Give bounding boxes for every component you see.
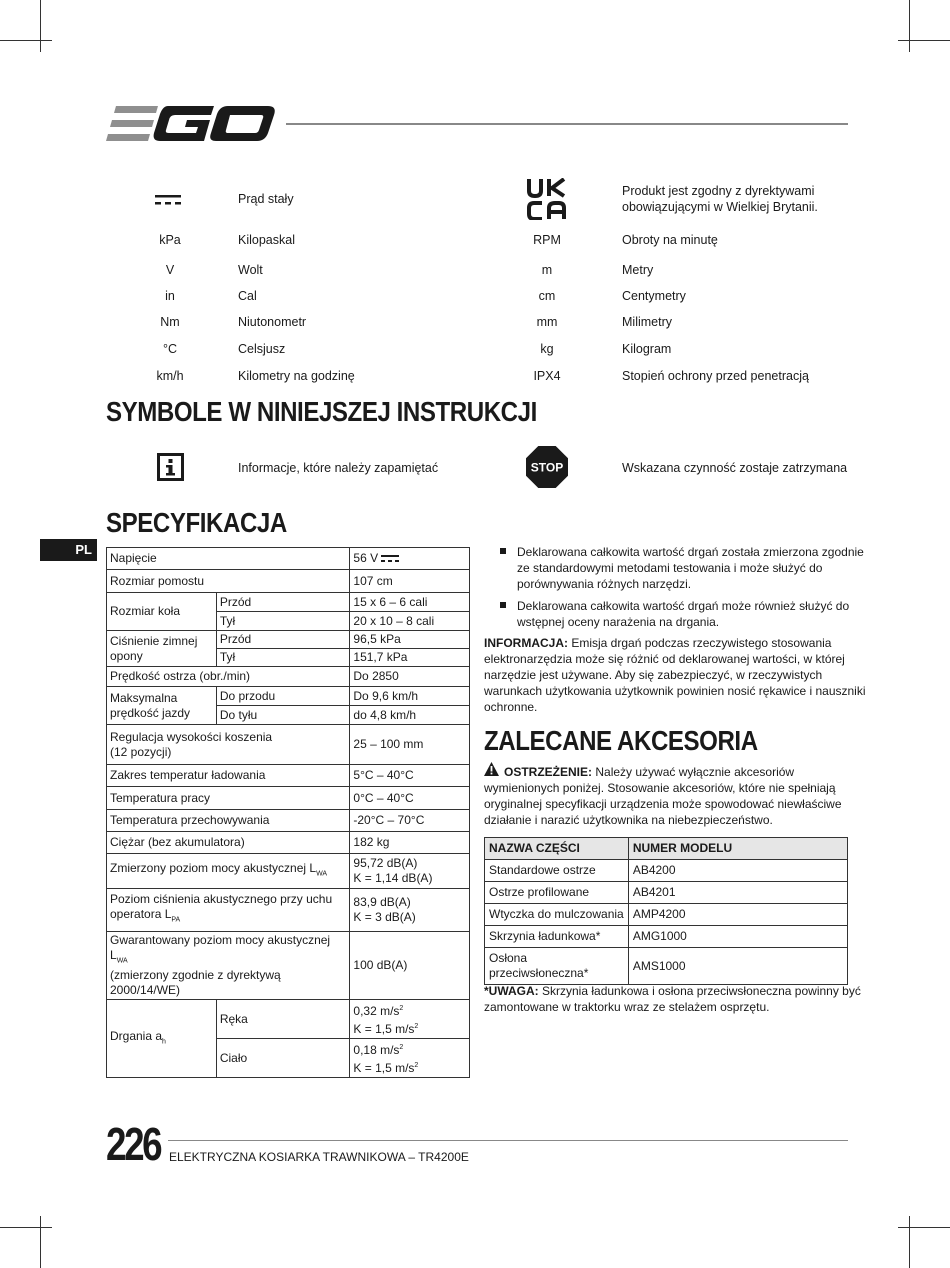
spec-label: Drgania $a_h$ [107, 1000, 217, 1078]
unit-symbol: IPX4 [533, 369, 561, 383]
bullet-marker [500, 548, 506, 554]
warning-paragraph: OSTRZEŻENIE: Należy używać wyłącznie akcesoriów wymienionych poniżej. Stosowanie akcesoriów, które nie spełniają oryginalnej specyfikacji urządzenia może spowodować niewłaściwe działanie i narazić użytkownika na niebezpieczeństwo. [484, 765, 842, 827]
bullet-marker [500, 602, 506, 608]
spec-section-title: SPECYFIKACJA [106, 507, 287, 538]
part-name: Ostrze profilowane [485, 882, 629, 904]
crop-mark [0, 40, 52, 41]
unit-meaning: Obroty na minutę [622, 233, 718, 247]
unit-meaning: Kilometry na godzinę [238, 369, 355, 383]
symbols-section-title: SYMBOLE W NINIEJSZEJ INSTRUKCJI [106, 396, 537, 427]
accessories-table [484, 837, 848, 985]
spec-label: Regulacja wysokości koszenia (12 pozycji) [107, 725, 350, 765]
crop-mark [909, 1216, 910, 1268]
spec-value: 56 V [350, 548, 470, 570]
table-row [485, 948, 848, 985]
table-row [107, 593, 470, 612]
model-number: AMS1000 [628, 948, 847, 985]
model-number: AMP4200 [628, 904, 847, 926]
unit-symbol: m [541, 263, 553, 277]
table-header-row [485, 838, 848, 860]
table-row [107, 889, 470, 932]
unit-meaning: Prąd stały [238, 192, 294, 206]
table-row [107, 725, 470, 765]
spec-value: 182 kg [350, 832, 470, 854]
unit-symbol: km/h [156, 369, 184, 383]
unit-meaning: Celsjusz [238, 342, 286, 356]
spec-label: Prędkość ostrza (obr./min) [107, 667, 350, 687]
spec-sublabel: Tył [216, 612, 350, 631]
note-paragraph: *UWAGA: Skrzynia ładunkowa i osłona przeciwsłoneczna powinny być zamontowane w traktorku wraz ze stelażem osprzętu. [484, 984, 861, 1014]
language-tab: PL [40, 539, 97, 561]
footer-title: ELEKTRYCZNA KOSIARKA TRAWNIKOWA – TR4200E [169, 1150, 469, 1164]
unit-meaning: Metry [622, 263, 654, 277]
info-icon [157, 453, 184, 481]
stop-icon [526, 446, 568, 488]
spec-value: Do 2850 [350, 667, 470, 687]
unit-meaning: Wolt [238, 263, 263, 277]
unit-meaning: Stopień ochrony przed penetracją [622, 369, 809, 383]
table-row [485, 882, 848, 904]
model-number: AB4200 [628, 860, 847, 882]
unit-meaning: Cal [238, 289, 257, 303]
footer-rule [168, 1140, 848, 1141]
crop-mark [40, 1216, 41, 1268]
part-name: Wtyczka do mulczowania [485, 904, 629, 926]
unit-meaning: Centymetry [622, 289, 686, 303]
stop-icon-label: STOP [530, 460, 564, 475]
table-row [107, 687, 470, 706]
table-row [107, 570, 470, 593]
spec-sublabel: Do tyłu [216, 706, 350, 725]
spec-label: Zmierzony poziom mocy akustycznej $L_{WA}$ [107, 854, 350, 889]
table-row [107, 548, 470, 570]
header-rule [286, 123, 848, 125]
table-row [485, 860, 848, 882]
spec-value: 15 x 6 – 6 cali [350, 593, 470, 612]
column-header: NAZWA CZĘŚCI [485, 838, 629, 860]
brand-logo [106, 104, 276, 144]
unit-meaning: Kilogram [622, 342, 672, 356]
spec-value: 107 cm [350, 570, 470, 593]
table-row [107, 832, 470, 854]
unit-meaning: Niutonometr [238, 315, 307, 329]
unit-symbol: in [165, 289, 175, 303]
part-name: Osłona przeciwsłoneczna* [485, 948, 629, 985]
spec-label: Temperatura pracy [107, 787, 350, 810]
info-symbol-text: Informacje, które należy zapamiętać [238, 461, 439, 475]
unit-symbol: RPM [533, 233, 561, 247]
column-header: NUMER MODELU [628, 838, 847, 860]
spec-label: Gwarantowany poziom mocy akustycznej $L_{WA}$ (zmierzony zgodnie z dyrektywą 2000/14/WE) [107, 932, 350, 1000]
spec-sublabel: Tył [216, 649, 350, 667]
table-row [107, 810, 470, 832]
table-row [107, 932, 470, 1000]
spec-value: 0,32 $m/s^2$ K = 1,5 $m/s^2$ [350, 1000, 470, 1039]
spec-sublabel: Ręka [216, 1000, 350, 1039]
vibration-note-1: Deklarowana całkowita wartość drgań została zmierzona zgodnie ze standardowymi metodami testowania i może służyć do porównywania różnych narzędzi. [517, 545, 864, 591]
model-number: AMG1000 [628, 926, 847, 948]
spec-value: 96,5 kPa [350, 631, 470, 649]
table-row [107, 1000, 470, 1039]
crop-mark [40, 0, 41, 52]
table-row [107, 631, 470, 649]
spec-value: 95,72 dB(A) K = 1,14 dB(A) [350, 854, 470, 889]
stop-symbol-text: Wskazana czynność zostaje zatrzymana [622, 461, 848, 475]
unit-symbol: cm [538, 289, 556, 303]
spec-value: 83,9 dB(A) K = 3 dB(A) [350, 889, 470, 932]
table-row [107, 787, 470, 810]
spec-label: Napięcie [107, 548, 350, 570]
information-paragraph: INFORMACJA: Emisja drgań podczas rzeczywistego stosowania elektronarzędzia może się różnić od deklarowanej wartości, w której narzędzie jest używane. Aby się zabezpieczyć, w rzeczywistych warunkach użytkowania użytkownik powinien nosić rękawice i nauszniki ochronne. [484, 636, 866, 714]
unit-symbol: mm [536, 315, 558, 329]
spec-label: Rozmiar koła [107, 593, 217, 631]
accessories-section-title: ZALECANE AKCESORIA [484, 725, 758, 756]
spec-value: do 4,8 km/h [350, 706, 470, 725]
spec-value: -20°C – 70°C [350, 810, 470, 832]
spec-label: Ciśnienie zimnej opony [107, 631, 217, 667]
spec-label: Temperatura przechowywania [107, 810, 350, 832]
unit-symbol: Nm [160, 315, 180, 329]
part-name: Standardowe ostrze [485, 860, 629, 882]
part-name: Skrzynia ładunkowa* [485, 926, 629, 948]
crop-mark [898, 1227, 950, 1228]
spec-label: Poziom ciśnienia akustycznego przy uchu operatora $L_{PA}$ [107, 889, 350, 932]
unit-meaning: Milimetry [622, 315, 672, 329]
table-row [485, 904, 848, 926]
spec-label: Zakres temperatur ładowania [107, 765, 350, 787]
unit-symbol: kg [540, 342, 554, 356]
spec-value: 0°C – 40°C [350, 787, 470, 810]
table-row [107, 667, 470, 687]
spec-value: 25 – 100 mm [350, 725, 470, 765]
spec-label: Rozmiar pomostu [107, 570, 350, 593]
spec-label: Maksymalna prędkość jazdy [107, 687, 217, 725]
spec-sublabel: Przód [216, 593, 350, 612]
spec-value: 20 x 10 – 8 cali [350, 612, 470, 631]
spec-value: 100 dB(A) [350, 932, 470, 1000]
spec-value: 5°C – 40°C [350, 765, 470, 787]
table-row [107, 854, 470, 889]
page-number: 226 [106, 1118, 161, 1170]
unit-symbol: °C [162, 342, 178, 356]
spec-value: 151,7 kPa [350, 649, 470, 667]
unit-meaning: Kilopaskal [238, 233, 295, 247]
unit-meaning: Produkt jest zgodny z dyrektywami obowiązującymi w Wielkiej Brytanii. [622, 184, 818, 214]
spec-sublabel: Przód [216, 631, 350, 649]
crop-mark [0, 1227, 52, 1228]
spec-value: Do 9,6 km/h [350, 687, 470, 706]
spec-sublabel: Do przodu [216, 687, 350, 706]
spec-sublabel: Ciało [216, 1039, 350, 1078]
crop-mark [898, 40, 950, 41]
table-row [107, 765, 470, 787]
model-number: AB4201 [628, 882, 847, 904]
crop-mark [909, 0, 910, 52]
table-row [485, 926, 848, 948]
spec-value: 0,18 $m/s^2$ K = 1,5 $m/s^2$ [350, 1039, 470, 1078]
vibration-note-2: Deklarowana całkowita wartość drgań może również służyć do wstępnej oceny narażenia na drgania. [517, 599, 850, 629]
direct-current-icon [155, 193, 181, 207]
unit-symbol: V [165, 263, 175, 277]
direct-current-icon [381, 554, 399, 564]
ukca-mark-icon [526, 178, 568, 220]
spec-table [106, 547, 470, 1078]
spec-label: Ciężar (bez akumulatora) [107, 832, 350, 854]
unit-symbol: kPa [159, 233, 181, 247]
